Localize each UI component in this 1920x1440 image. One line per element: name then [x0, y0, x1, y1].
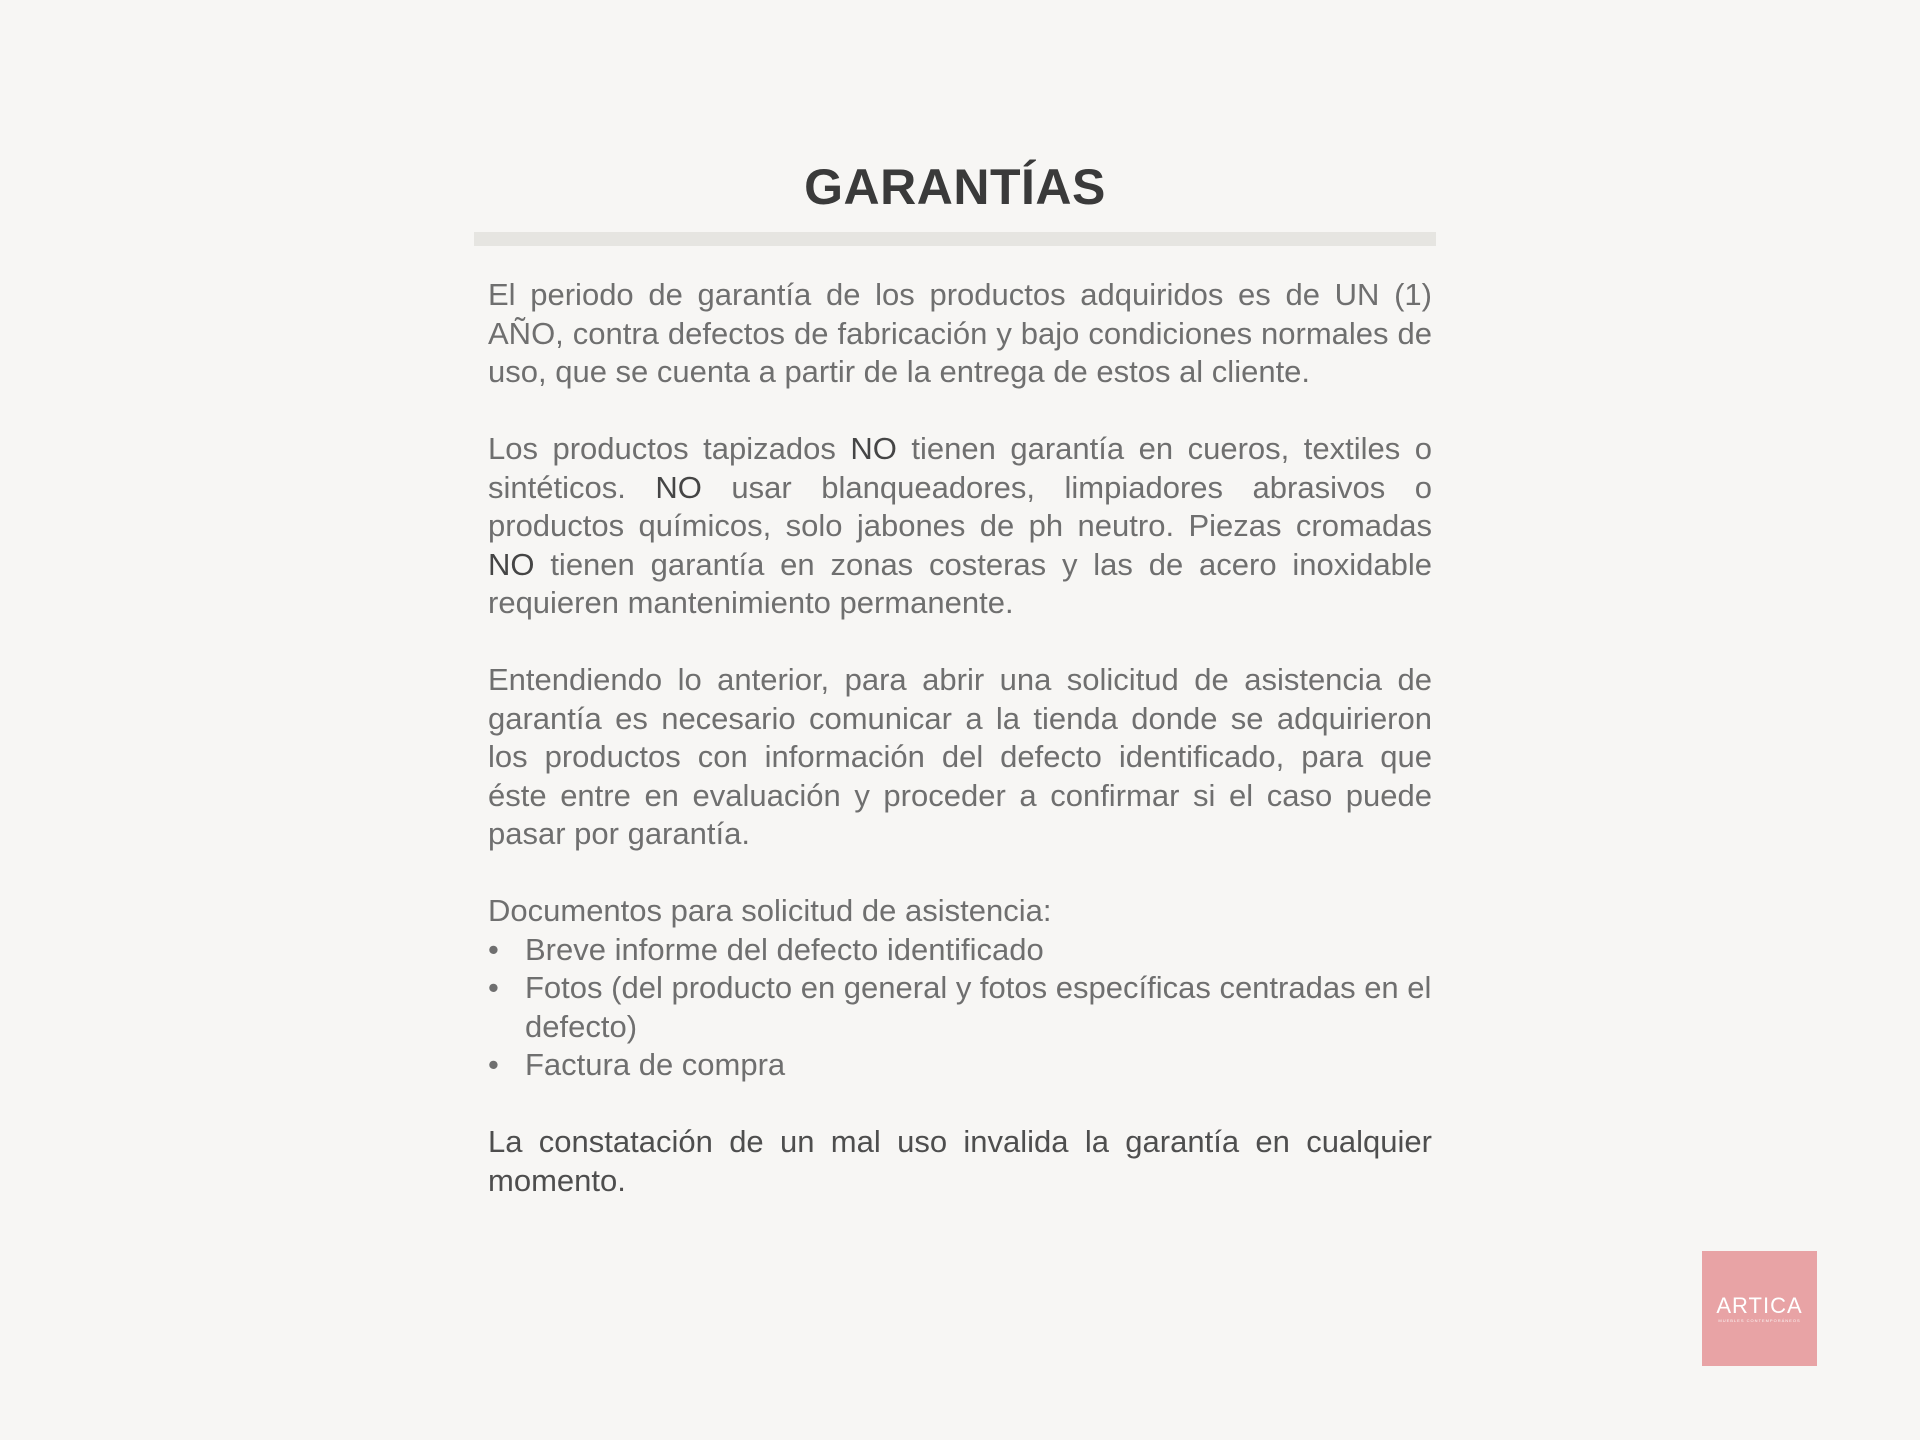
list-item-text: Fotos (del producto en general y fotos específicas centradas en el defecto)	[525, 970, 1432, 1044]
request-procedure-paragraph: Entendiendo lo anterior, para abrir una solicitud de asistencia de garantía es necesario comunicar a la tienda donde se adquirieron los productos con información del defecto identificado, para que éste entre en evaluación y proceder a confirmar si el caso puede pasar por garantía.	[488, 662, 1432, 851]
list-item-text: Breve informe del defecto identificado	[525, 931, 1044, 967]
upholstery-text-g: tienen garantía en zonas costeras y las de acero inoxidable requieren mantenimiento permanente.	[488, 546, 1432, 620]
page-title: GARANTÍAS	[804, 159, 1106, 215]
upholstery-paragraph	[488, 430, 1432, 623]
title-divider	[474, 232, 1436, 246]
upholstery-text-e: usar blanqueadores, limpiadores abrasivos o productos químicos, solo jabones de ph neutro. Piezas cromadas	[488, 469, 1432, 543]
list-item	[488, 931, 1432, 970]
list-item-text: Factura de compra	[525, 1047, 786, 1082]
documents-heading: Documentos para solicitud de asistencia:	[488, 893, 1052, 928]
artica-logo	[1702, 1251, 1817, 1366]
closing-statement: La constatación de un mal uso invalida la garantía en cualquier momento.	[488, 1124, 1432, 1198]
warranty-period-paragraph: El periodo de garantía de los productos adquiridos es de UN (1) AÑO, contra defectos de fabricación y bajo condiciones normales de uso, que se cuenta a partir de la entrega de estos al cliente.	[488, 277, 1432, 389]
no-emphasis: NO	[850, 431, 897, 466]
no-emphasis: NO	[655, 469, 702, 505]
logo-tagline: MUEBLES CONTEMPORÁNEOS	[1718, 1317, 1801, 1323]
upholstery-text-a: Los productos tapizados	[488, 431, 851, 466]
warranty-body	[488, 276, 1432, 1239]
no-emphasis: NO	[488, 546, 535, 582]
bullet-icon: •	[488, 931, 499, 967]
logo-wordmark: ARTICA	[1716, 1292, 1803, 1318]
bullet-icon: •	[488, 1047, 499, 1082]
list-item	[488, 1046, 1432, 1085]
upholstery-text-c: tienen garantía en cueros, textiles o sintéticos.	[488, 431, 1432, 505]
documents-list	[488, 931, 1432, 1085]
bullet-icon: •	[488, 970, 499, 1005]
list-item	[488, 969, 1432, 1046]
